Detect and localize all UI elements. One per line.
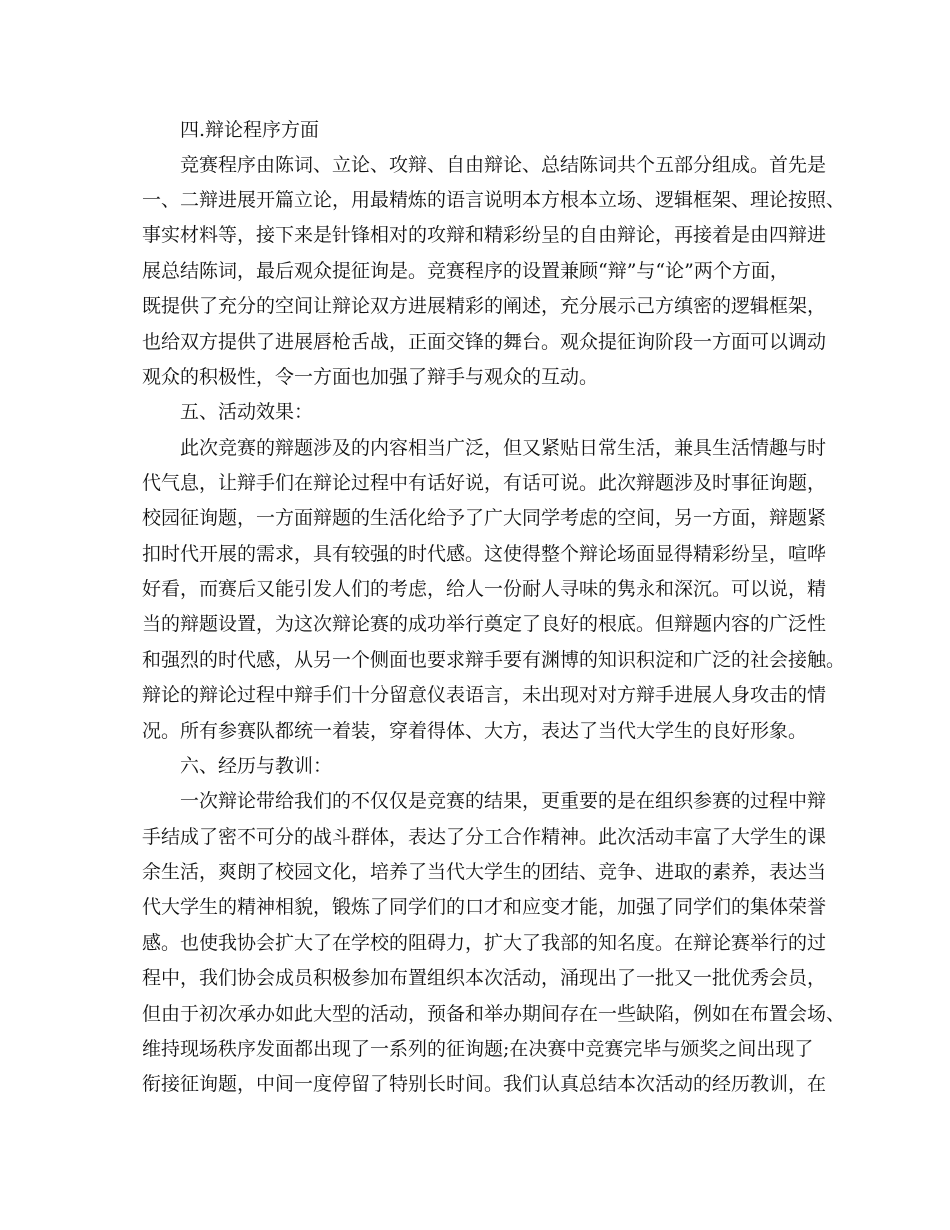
paragraph-line: 代气息，让辩手们在辩论过程中有话好说，有话可说。此次辩题涉及时事征询题， xyxy=(142,472,827,494)
paragraph-line: 余生活，爽朗了校园文化，培养了当代大学生的团结、竞争、进取的素养，表达当 xyxy=(142,861,827,883)
paragraph-line: 既提供了充分的空间让辩论双方进展精彩的阐述，充分展示己方缜密的逻辑框架， xyxy=(142,295,827,317)
paragraph-line: 展总结陈词，最后观众提征询是。竞赛程序的设置兼顾“辩”与“论”两个方面， xyxy=(142,260,789,282)
paragraph-line: 衔接征询题，中间一度停留了特别长时间。我们认真总结本次活动的经历教训，在 xyxy=(142,1073,827,1095)
heading-debate-procedure: 四.辩论程序方面 xyxy=(180,119,320,141)
paragraph-line: 也给双方提供了进展唇枪舌战，正面交锋的舞台。观众提征询阶段一方面可以调动 xyxy=(142,331,827,353)
paragraph-line: 辩论的辩论过程中辩手们十分留意仪表语言，未出现对对方辩手进展人身攻击的情 xyxy=(142,684,827,706)
paragraph-line: 一、二辩进展开篇立论，用最精炼的语言说明本方根本立场、逻辑框架、理论按照、 xyxy=(142,189,846,211)
paragraph-line: 事实材料等，接下来是针锋相对的攻辩和精彩纷呈的自由辩论，再接着是由四辩进 xyxy=(142,224,827,246)
paragraph-line: 程中，我们协会成员积极参加布置组织本次活动，涌现出了一批又一批优秀会员， xyxy=(142,967,827,989)
paragraph-line: 竞赛程序由陈词、立论、攻辩、自由辩论、总结陈词共个五部分组成。首先是 xyxy=(180,154,827,176)
paragraph-line: 观众的积极性，令一方面也加强了辩手与观众的互动。 xyxy=(142,366,599,388)
paragraph-line: 手结成了密不可分的战斗群体，表达了分工合作精神。此次活动丰富了大学生的课 xyxy=(142,826,827,848)
paragraph-line: 此次竞赛的辩题涉及的内容相当广泛，但又紧贴日常生活，兼具生活情趣与时 xyxy=(180,437,827,459)
paragraph-line: 校园征询题，一方面辩题的生活化给予了广大同学考虑的空间，另一方面，辩题紧 xyxy=(142,507,827,529)
paragraph-line: 一次辩论带给我们的不仅仅是竞赛的结果，更重要的是在组织参赛的过程中辩 xyxy=(180,790,827,812)
paragraph-line: 当的辩题设置，为这次辩论赛的成功举行奠定了良好的根底。但辩题内容的广泛性 xyxy=(142,613,827,635)
paragraph-line: 况。所有参赛队都统一着装，穿着得体、大方，表达了当代大学生的良好形象。 xyxy=(142,720,808,742)
heading-experience-lessons: 六、经历与教训： xyxy=(180,755,333,777)
paragraph-line: 扣时代开展的需求，具有较强的时代感。这使得整个辩论场面显得精彩纷呈，喧哗 xyxy=(142,543,827,565)
heading-activity-effect: 五、活动效果： xyxy=(180,401,314,423)
paragraph-line: 和强烈的时代感，从另一个侧面也要求辩手要有渊博的知识积淀和广泛的社会接触。 xyxy=(142,649,846,671)
paragraph-line: 但由于初次承办如此大型的活动，预备和举办期间存在一些缺陷，例如在布置会场、 xyxy=(142,1003,846,1025)
paragraph-line: 好看，而赛后又能引发人们的考虑，给人一份耐人寻味的隽永和深沉。可以说，精 xyxy=(142,578,827,600)
paragraph-line: 代大学生的精神相貌，锻炼了同学们的口才和应变才能，加强了同学们的集体荣誉 xyxy=(142,896,827,918)
paragraph-line: 感。也使我协会扩大了在学校的阻碍力，扩大了我部的知名度。在辩论赛举行的过 xyxy=(142,932,827,954)
paragraph-line: 维持现场秩序发面都出现了一系列的征询题;在决赛中竞赛完毕与颁奖之间出现了 xyxy=(142,1038,814,1060)
